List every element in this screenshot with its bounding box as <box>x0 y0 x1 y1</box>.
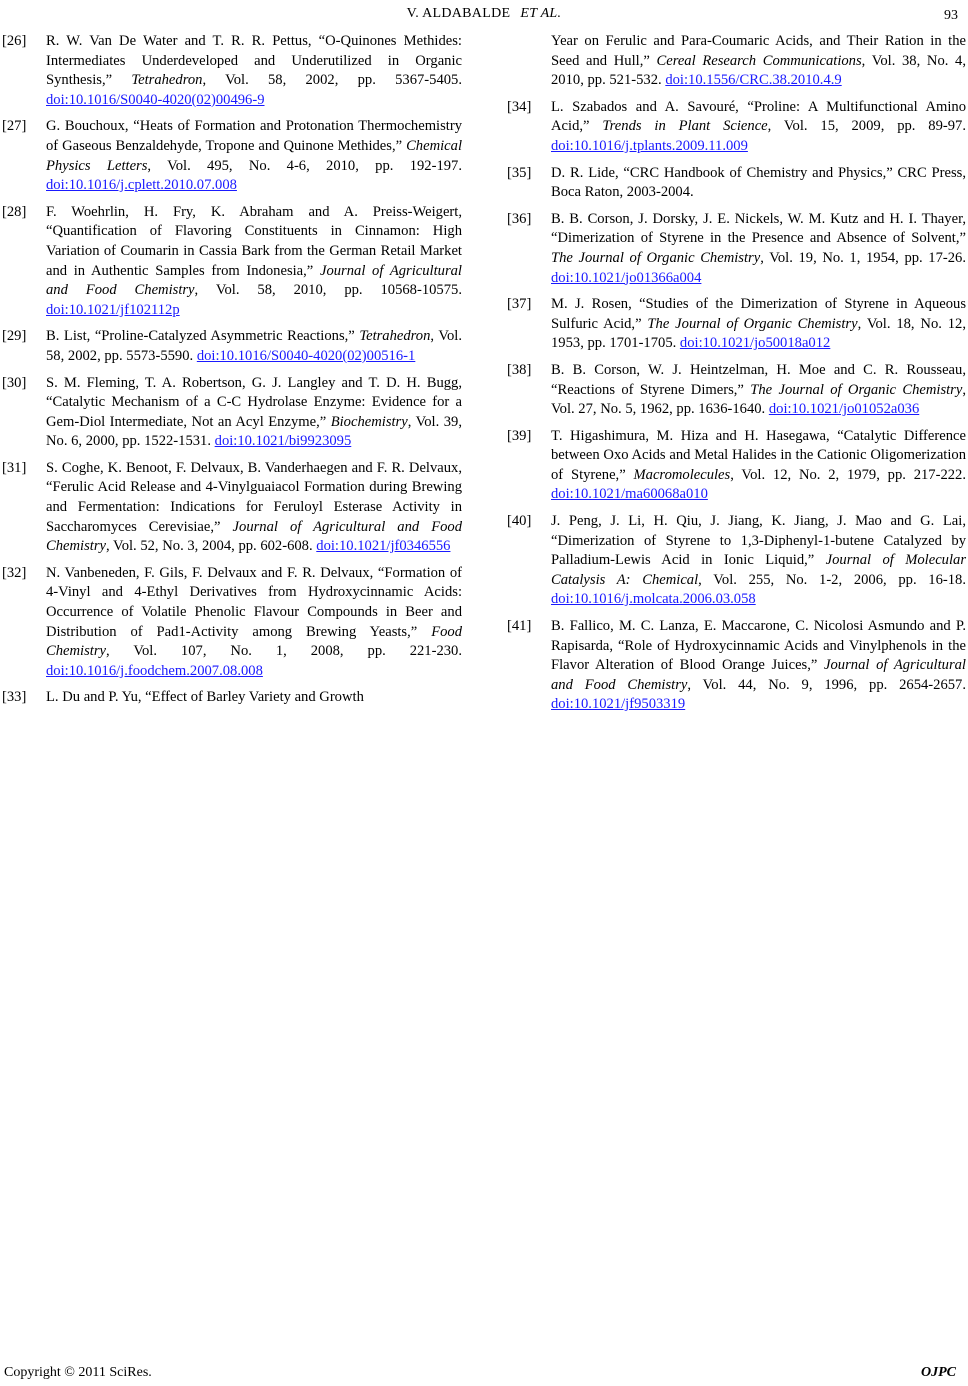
reference-number: [28] <box>2 203 27 220</box>
reference-entry <box>2 203 462 321</box>
reference-journal: Journal of Molecular Catalysis A: Chemical <box>551 552 966 588</box>
reference-number: [38] <box>507 361 532 378</box>
reference-journal: Tetrahedron <box>131 72 203 89</box>
reference-citation: B. List, “Proline-Catalyzed Asymmetric Reactions,” <box>46 328 360 345</box>
reference-journal: Biochemistry <box>330 413 408 430</box>
reference-text <box>551 98 966 157</box>
reference-citation: D. R. Lide, “CRC Handbook of Chemistry and Physics,” CRC Press, Boca Raton, 2003-2004. <box>551 164 966 201</box>
references-left-column <box>2 32 462 715</box>
reference-entry <box>507 164 966 203</box>
doi-link[interactable]: doi:10.1016/j.molcata.2006.03.058 <box>551 591 756 608</box>
reference-citation: L. Szabados and A. Savouré, “Proline: A Multifunctional Amino Acid,” <box>551 98 966 135</box>
reference-entry <box>507 295 966 354</box>
reference-entry <box>507 210 966 288</box>
reference-citation: N. Vanbeneden, F. Gils, F. Delvaux and F. R. Delvaux, “Formation of 4-Vinyl and 4-Ethyl Derivatives from Hydroxycinnamic Acids: Occurrence of Volatile Phenolic Flavour Compounds in Beer and Distribution of Pad1-Activity among Brewing Yeasts,” <box>46 564 462 640</box>
reference-details: , Vol. 255, No. 1-2, 2006, pp. 16-18. <box>698 571 966 588</box>
reference-text <box>551 512 966 610</box>
reference-number: [36] <box>507 210 532 227</box>
reference-details: , Vol. 58, 2002, pp. 5367-5405. <box>202 72 462 89</box>
running-head-etal: ET AL. <box>520 6 562 21</box>
reference-details: , Vol. 44, No. 9, 1996, pp. 2654-2657. <box>687 676 966 693</box>
doi-link[interactable]: doi:10.1021/jf0346556 <box>316 538 451 555</box>
reference-citation: R. W. Van De Water and T. R. R. Pettus, “O-Quinones Methides: Intermediates Underdeveloped and Underutilized in Organic Synthesis,” <box>46 33 462 89</box>
doi-link[interactable]: doi:10.1016/S0040-4020(02)00516-1 <box>196 347 416 364</box>
reference-details: , Vol. 58, 2002, pp. 5573-5590. <box>46 328 462 364</box>
doi-link[interactable]: doi:10.1021/jo01052a036 <box>768 401 920 418</box>
reference-details: , Vol. 52, No. 3, 2004, pp. 602-608. <box>106 538 317 555</box>
reference-text <box>46 564 462 682</box>
reference-details: , Vol. 107, No. 1, 2008, pp. 221-230. <box>106 643 462 660</box>
page-header <box>0 6 968 28</box>
reference-journal: The Journal of Organic Chemistry <box>647 315 858 332</box>
reference-number: [30] <box>2 374 27 391</box>
reference-entry <box>507 361 966 420</box>
reference-text <box>551 164 966 203</box>
reference-text <box>551 32 966 91</box>
doi-link[interactable]: doi:10.1016/j.cplett.2010.07.008 <box>46 177 237 194</box>
reference-text <box>46 688 462 708</box>
reference-citation: B. Fallico, M. C. Lanza, E. Maccarone, C. Nicolosi Asmundo and P. Rapisarda, “Role of Hydroxycinnamic Acids and Vinylphenols in the Flavor Alteration of Blood Orange Juices,” <box>551 618 966 674</box>
reference-details: , Vol. 27, No. 5, 1962, pp. 1636-1640. <box>551 381 966 418</box>
reference-number: [32] <box>2 564 27 581</box>
reference-number: [27] <box>2 118 27 135</box>
reference-journal: Food Chemistry <box>46 623 462 660</box>
reference-citation: J. Peng, J. Li, H. Qiu, J. Jiang, K. Jiang, J. Mao and G. Lai, “Dimerization of Styrene to 1,3-Diphenyl-1-butene Catalyzed by Palladium-Lewis Acid in Ionic Liquid,” <box>551 513 966 569</box>
reference-details: , Vol. 18, No. 12, 1953, pp. 1701-1705. <box>551 315 967 352</box>
reference-details: , Vol. 58, 2010, pp. 10568-10575. <box>194 282 462 299</box>
copyright-notice: Copyright © 2011 SciRes. <box>4 1365 152 1380</box>
reference-details: , Vol. 39, No. 6, 2000, pp. 1522-1531. <box>46 413 462 450</box>
reference-number: [33] <box>2 689 27 706</box>
reference-text <box>551 295 966 354</box>
reference-text <box>551 210 966 288</box>
reference-entry <box>2 374 462 452</box>
reference-number <box>507 32 551 91</box>
reference-details: , Vol. 495, No. 4-6, 2010, pp. 192-197. <box>147 157 462 174</box>
reference-journal: Journal of Agricultural and Food Chemistry <box>46 518 463 555</box>
reference-citation: B. B. Corson, J. Dorsky, J. E. Nickels, W. M. Kutz and H. I. Thayer, “Dimerization of Styrene in the Presence and Absence of Solvent,” <box>551 210 966 247</box>
reference-text <box>46 32 462 110</box>
doi-link[interactable]: doi:10.1021/jo50018a012 <box>679 335 831 352</box>
reference-number: [41] <box>507 618 532 635</box>
reference-citation: T. Higashimura, M. Hiza and H. Hasegawa, “Catalytic Difference between Oxo Acids and Metal Halides in the Cationic Oligomerization of Styrene,” <box>551 427 966 483</box>
reference-journal: Journal of Agricultural and Food Chemistry <box>46 262 462 299</box>
reference-entry <box>2 459 462 557</box>
reference-text <box>46 327 462 366</box>
reference-citation: S. Coghe, K. Benoot, F. Delvaux, B. Vanderhaegen and F. R. Delvaux, “Ferulic Acid Release and 4-Vinylguaiacol Formation during Brewing and Fermentation: Indications for Feruloyl Esterase Activity in Saccharomyces Cerevisiae,” <box>46 459 462 535</box>
doi-link[interactable]: doi:10.1021/jf102112p <box>46 301 180 318</box>
doi-link[interactable]: doi:10.1021/jo01366a004 <box>551 269 702 286</box>
reference-entry <box>507 427 966 505</box>
reference-entry <box>2 32 462 110</box>
reference-text <box>46 117 462 195</box>
reference-journal: The Journal of Organic Chemistry <box>551 249 761 266</box>
page-number: 93 <box>944 8 958 23</box>
reference-entry <box>2 688 462 708</box>
reference-number: [29] <box>2 328 27 345</box>
references-right-column <box>507 32 966 722</box>
reference-details: , Vol. 15, 2009, pp. 89-97. <box>767 118 966 135</box>
reference-citation: M. J. Rosen, “Studies of the Dimerization of Styrene in Aqueous Sulfuric Acid,” <box>551 296 966 332</box>
running-head-authors: V. ALDABALDE <box>406 6 511 21</box>
reference-details: , Vol. 12, No. 2, 1979, pp. 217-222. <box>730 466 966 483</box>
reference-number: [31] <box>2 459 27 476</box>
reference-citation: S. M. Fleming, T. A. Robertson, G. J. Langley and T. D. H. Bugg, “Catalytic Mechanism of a C-C Hydrolase Enzyme: Evidence for a Gem-Diol Intermediate, Not an Acyl Enzyme,” <box>46 374 462 430</box>
reference-journal: Macromolecules <box>633 466 731 483</box>
doi-link[interactable]: doi:10.1021/ma60068a010 <box>551 486 708 503</box>
reference-text <box>46 203 462 321</box>
reference-journal: Cereal Research Communications <box>656 52 862 69</box>
reference-journal: Tetrahedron <box>359 328 431 345</box>
doi-link[interactable]: doi:10.1016/j.foodchem.2007.08.008 <box>46 662 263 679</box>
reference-number: [35] <box>507 164 532 181</box>
doi-link[interactable]: doi:10.1021/bi9923095 <box>214 433 352 450</box>
reference-text <box>551 617 966 715</box>
reference-text <box>551 427 966 505</box>
reference-text <box>46 374 462 452</box>
reference-details: , Vol. 38, No. 4, 2010, pp. 521-532. <box>551 52 966 89</box>
reference-entry <box>507 512 966 610</box>
doi-link[interactable]: doi:10.1021/jf9503319 <box>551 696 686 713</box>
doi-link[interactable]: doi:10.1016/S0040-4020(02)00496-9 <box>46 91 265 108</box>
reference-number: [37] <box>507 296 532 313</box>
reference-citation: Year on Ferulic and Para-Coumaric Acids, and Their Ration in the Seed and Hull,” <box>551 33 966 69</box>
reference-entry <box>507 617 966 715</box>
journal-abbrev: OJPC <box>921 1365 956 1380</box>
running-head <box>0 6 968 22</box>
reference-entry <box>2 117 462 195</box>
reference-citation: F. Woehrlin, H. Fry, K. Abraham and A. Preiss-Weigert, “Quantification of Flavoring Constituents in Cinnamon: High Variation of Coumarin in Cassia Bark from the German Retail Market and in Authentic Samples from Indonesia,” <box>46 203 462 279</box>
reference-citation: L. Du and P. Yu, “Effect of Barley Variety and Growth <box>46 689 364 706</box>
reference-journal: Trends in Plant Science <box>602 118 768 135</box>
reference-details: , Vol. 19, No. 1, 1954, pp. 17-26. <box>760 249 967 266</box>
doi-link[interactable]: doi:10.1556/CRC.38.2010.4.9 <box>665 72 842 89</box>
reference-entry <box>507 32 966 91</box>
reference-entry <box>2 564 462 682</box>
reference-entry <box>2 327 462 366</box>
doi-link[interactable]: doi:10.1016/j.tplants.2009.11.009 <box>551 137 748 154</box>
reference-number: [34] <box>507 98 532 115</box>
reference-text <box>551 361 966 420</box>
reference-journal: The Journal of Organic Chemistry <box>750 381 963 398</box>
reference-citation: B. B. Corson, W. J. Heintzelman, H. Moe and C. R. Rousseau, “Reactions of Styrene Dimers,” <box>551 361 966 398</box>
reference-journal: Journal of Agricultural and Food Chemistry <box>551 657 966 693</box>
reference-number: [39] <box>507 427 532 444</box>
reference-text <box>46 459 462 557</box>
reference-number: [40] <box>507 513 532 530</box>
reference-entry <box>507 98 966 157</box>
reference-number: [26] <box>2 33 27 49</box>
reference-citation: G. Bouchoux, “Heats of Formation and Protonation Thermochemistry of Gaseous Benzaldehyde, Tropone and Quinone Methides,” <box>46 118 462 154</box>
reference-journal: Chemical Physics Letters <box>46 137 462 174</box>
